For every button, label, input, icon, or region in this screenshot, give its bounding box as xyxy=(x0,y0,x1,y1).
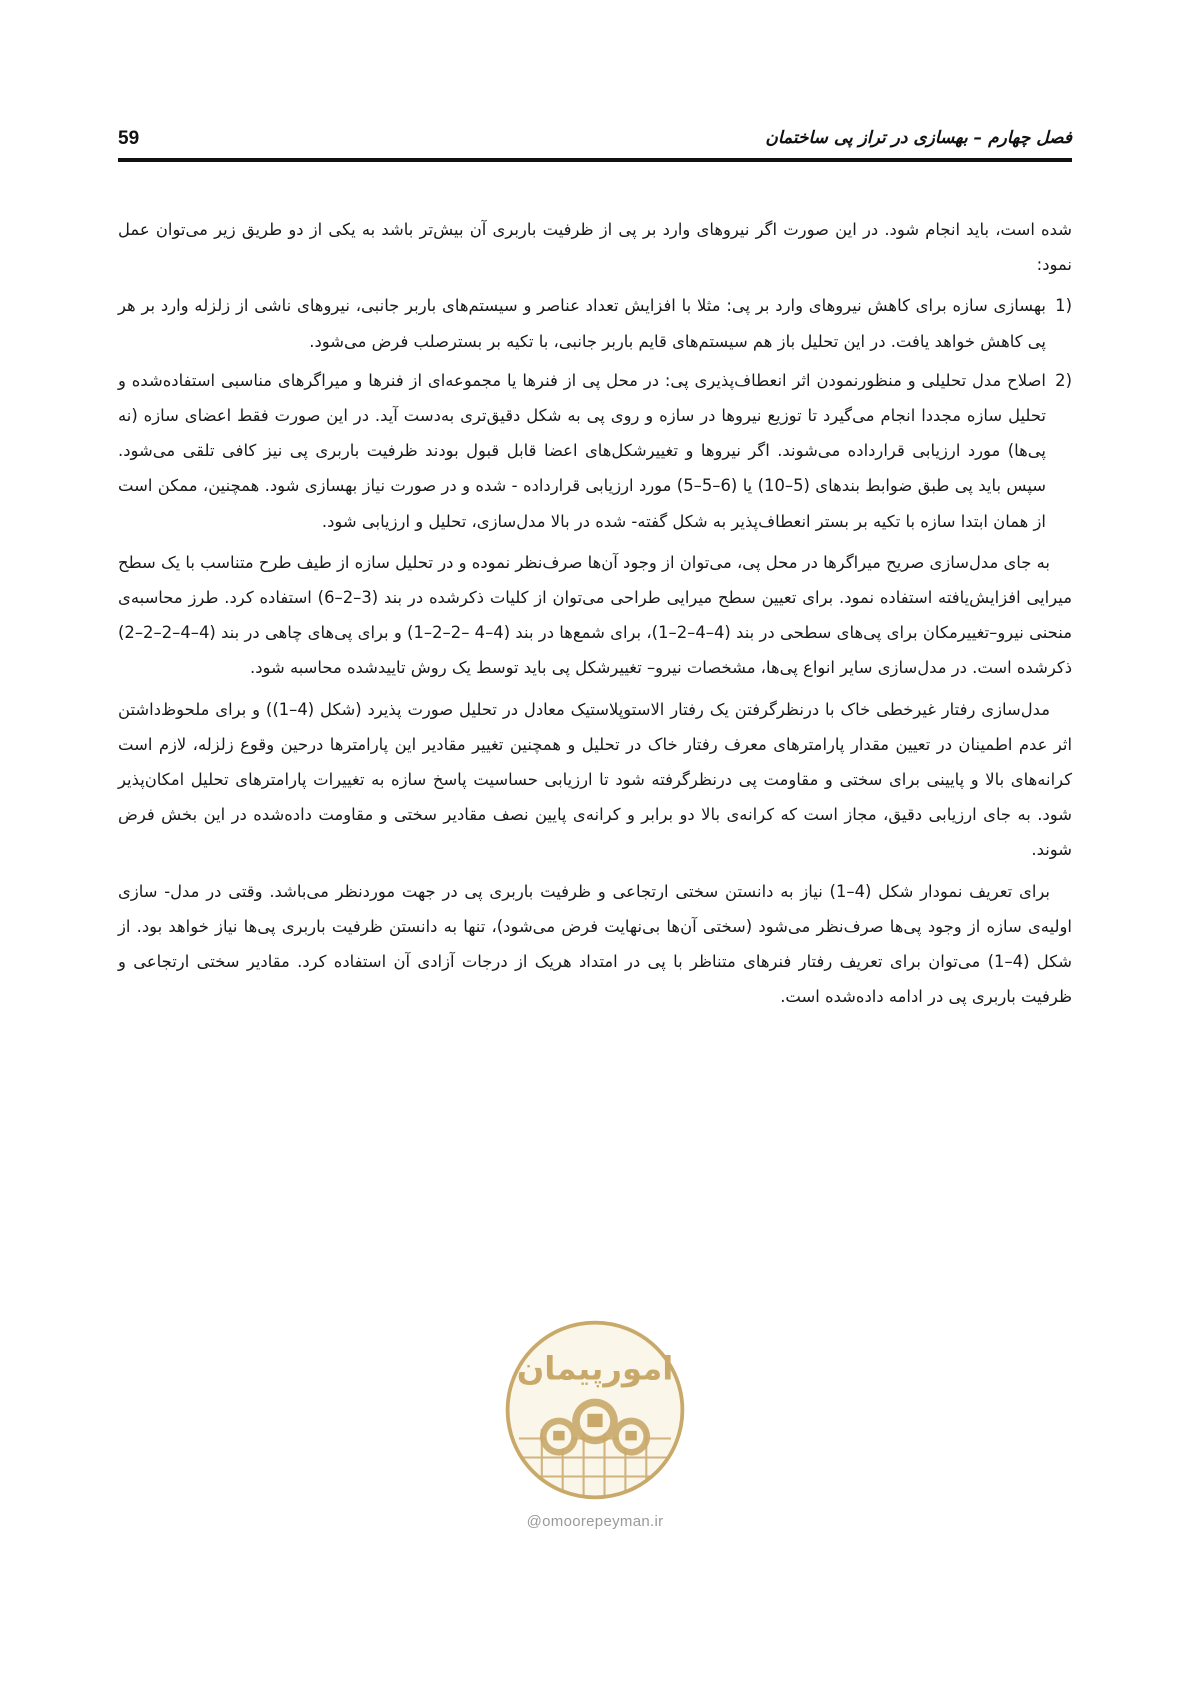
list-item-number: 1) xyxy=(1055,296,1072,316)
list-item xyxy=(118,288,1072,358)
logo-lettering: امورپیمان xyxy=(516,1349,674,1388)
intro-paragraph: شده است، باید انجام شود. در این صورت اگر نیروهای وارد بر پی از ظرفیت باربری آن بیش‌تر باشد به یکی از دو طریق زیر می‌توان عمل نمود: xyxy=(118,220,1072,275)
omoorepeyman-logo-icon xyxy=(500,1315,690,1505)
list-item-text: بهسازی سازه برای کاهش نیروهای وارد بر پی: مثلا با افزایش تعداد عناصر و سیستم‌های باربر جانبی، نیروهای ناشی از زلزله وارد بر هر پی کاهش خواهد یافت. در این تحلیل باز هم سیستم‌های قایم باربر جانبی، با تکیه بر بستر‌صلب فرض می‌شود. xyxy=(118,296,1046,351)
page-number: 59 xyxy=(118,128,140,149)
chapter-title: فصل چهارم – بهسازی در تراز پی ساختمان xyxy=(765,128,1072,148)
list-item xyxy=(118,363,1072,539)
list-item-number: 2) xyxy=(1055,370,1072,390)
page-header xyxy=(118,118,1072,162)
body-paragraph: به جای مدل‌سازی صریح میراگرها در محل پی، می‌توان از وجود آن‌ها صرف‌نظر نموده و در تحلیل سازه از طیف طرح متناسب با یک سطح میرایی افزایش‌یافته استفاده نمود. برای تعیین سطح میرایی طراحی می‌توان از کلیات ذکرشده در بند (3–2–6) استفاده کرد. طرز محاسبه‌ی منحنی نیرو–تغییرمکان برای پی‌های سطحی در بند (4–4–2–1)، برای شمع‌ها در بند (4–4 –2–2–1) و برای پی‌های چاهی در بند (4–4–2–2–2) ذکرشده است. در مدل‌سازی سایر انواع پی‌ها، مشخصات نیرو– تغییرشکل پی باید توسط یک روش تاییدشده محاسبه شود. xyxy=(118,552,1072,678)
body-paragraph: مدل‌سازی رفتار غیرخطی خاک با درنظرگرفتن یک رفتار الاستوپلاستیک معادل در تحلیل صورت پذیرد (شکل (4–1)) و برای ملحوظ‌داشتن اثر عدم اطمینان در تعیین مقدار پارامترهای معرف رفتار خاک در تحلیل و همچنین تغییر مقادیر این پارامترها درحین وقوع زلزله، لازم است کرانه‌های بالا و پایینی برای سختی و مقاومت پی درنظرگرفته شود تا ارزیابی حساسیت پاسخ سازه به تغییرات پارامترهای تحلیل امکان‌پذیر شود. به جای ارزیابی دقیق، مجاز است که کرانه‌ی بالا دو برابر و کرانه‌ی پایین نصف مقادیر سختی و مقاومت داده‌شده در این بخش فرض شوند. xyxy=(118,699,1072,860)
watermark xyxy=(495,1315,695,1550)
body-paragraph: برای تعریف نمودار شکل (4–1) نیاز به دانستن سختی ارتجاعی و ظرفیت باربری پی در جهت موردنظر می‌باشد. وقتی در مدل- سازی اولیه‌ی سازه از وجود پی‌ها صرف‌نظر می‌شود (سختی آن‌ها بی‌نهایت فرض می‌شود)، تنها به دانستن ظرفیت باربری پی‌ها نیاز خواهد بود. از شکل (4–1) می‌توان برای تعریف رفتار فنرهای متناظر با پی در امتداد هریک از درجات آزادی آن استفاده کرد. مقادیر سختی ارتجاعی و ظرفیت باربری پی در ادامه داده‌شده است. xyxy=(118,881,1073,1007)
watermark-url: @omoorepeyman.ir xyxy=(526,1513,664,1530)
options-list xyxy=(118,288,1072,538)
document-body xyxy=(118,212,1072,1020)
list-item-text: اصلاح مدل تحلیلی و منظورنمودن اثر انعطاف‌پذیری پی: در محل پی از فنرها یا مجموعه‌ای از فنرها و میراگرهای مناسبی استفاده‌شده و تحلیل سازه مجددا انجام می‌گیرد تا توزیع نیروها در سازه و روی پی به شکل دقیق‌تری به‌دست آید. در این صورت فقط اعضای سازه (نه پی‌ها) مورد ارزیابی قرارداده می‌شوند. اگر نیروها و تغییرشکل‌های اعضا قابل قبول بودند ظرفیت باربری پی نیز کافی تلقی می‌شود. سپس باید پی طبق ضوابط بندهای (5–10) یا (6–5–5) مورد ارزیابی قرارداده - شده و در صورت نیاز بهسازی شود. همچنین، ممکن است از همان ابتدا سازه با تکیه بر بستر انعطاف‌پذیر به شکل گفته- شده در بالا مدل‌سازی، تحلیل و ارزیابی شود. xyxy=(118,370,1046,531)
